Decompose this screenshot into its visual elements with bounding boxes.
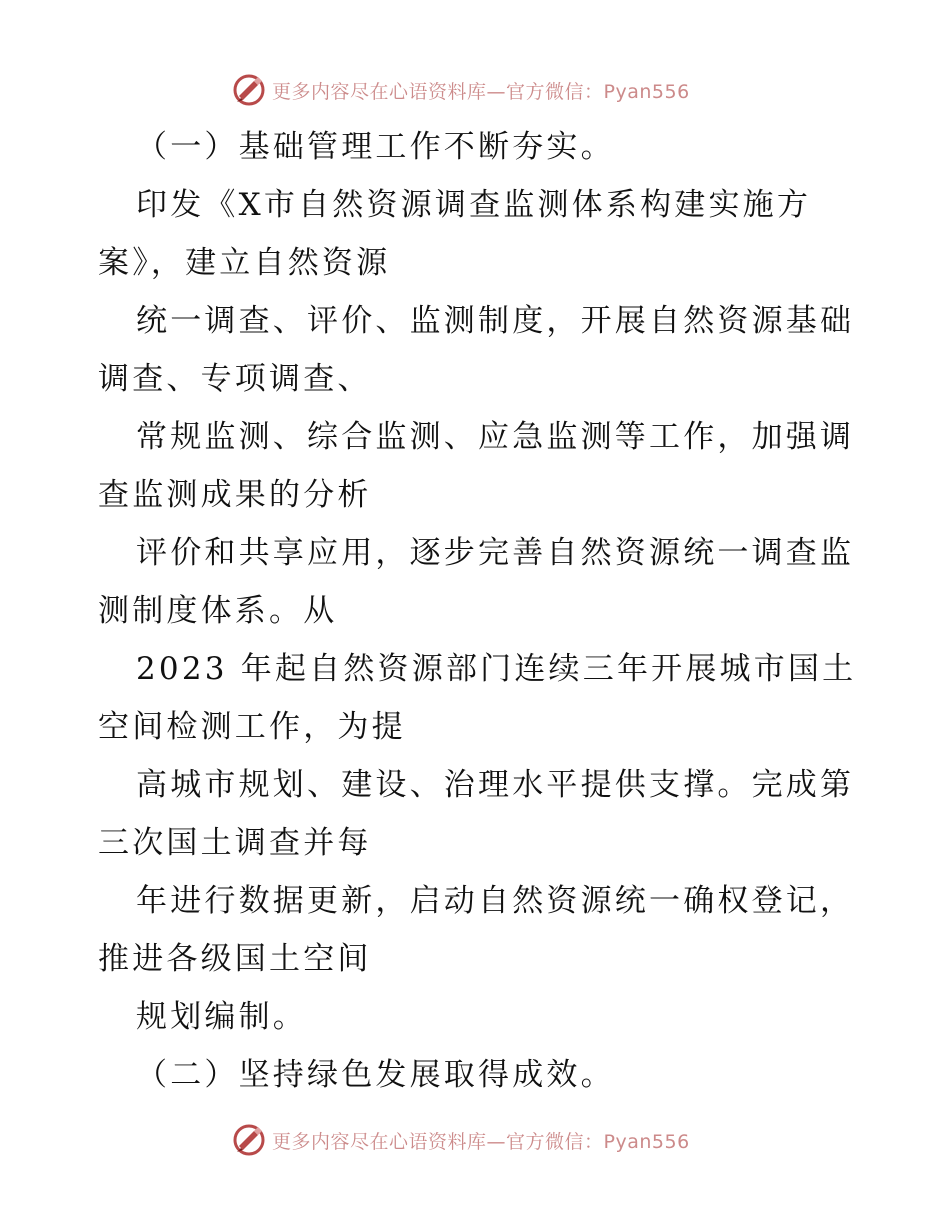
paragraph-line: 规划编制。 (136, 999, 307, 1035)
paragraph-line: 评价和共享应用，逐步完善自然资源统一调查监测制度体系。从 (98, 535, 855, 629)
document-body (98, 118, 858, 1104)
paragraph-line: 年进行数据更新，启动自然资源统一确权登记，推进各级国土空间 (98, 883, 855, 977)
brand-logo-icon (232, 1123, 266, 1157)
section-heading-2: （二）坚持绿色发展取得成效。 (136, 1057, 615, 1093)
section-heading-1: （一）基础管理工作不断夯实。 (136, 129, 615, 165)
paragraph-line: 高城市规划、建设、治理水平提供支撑。完成第三次国土调查并每 (98, 767, 855, 861)
watermark-text: 更多内容尽在心语资料库—官方微信：Pyan556 (272, 1130, 690, 1153)
paragraph-line: 常规监测、综合监测、应急监测等工作，加强调查监测成果的分析 (98, 419, 855, 513)
paragraph-line: 统一调查、评价、监测制度，开展自然资源基础调查、专项调查、 (98, 303, 855, 397)
brand-logo-icon (232, 73, 266, 107)
paragraph-line: 印发《X市自然资源调查监测体系构建实施方案》，建立自然资源 (98, 187, 812, 281)
watermark-text: 更多内容尽在心语资料库—官方微信：Pyan556 (272, 80, 690, 103)
watermark-footer (232, 1120, 752, 1160)
watermark-header (232, 70, 752, 110)
paragraph-line: 2023 年起自然资源部门连续三年开展城市国土空间检测工作，为提 (98, 651, 857, 745)
